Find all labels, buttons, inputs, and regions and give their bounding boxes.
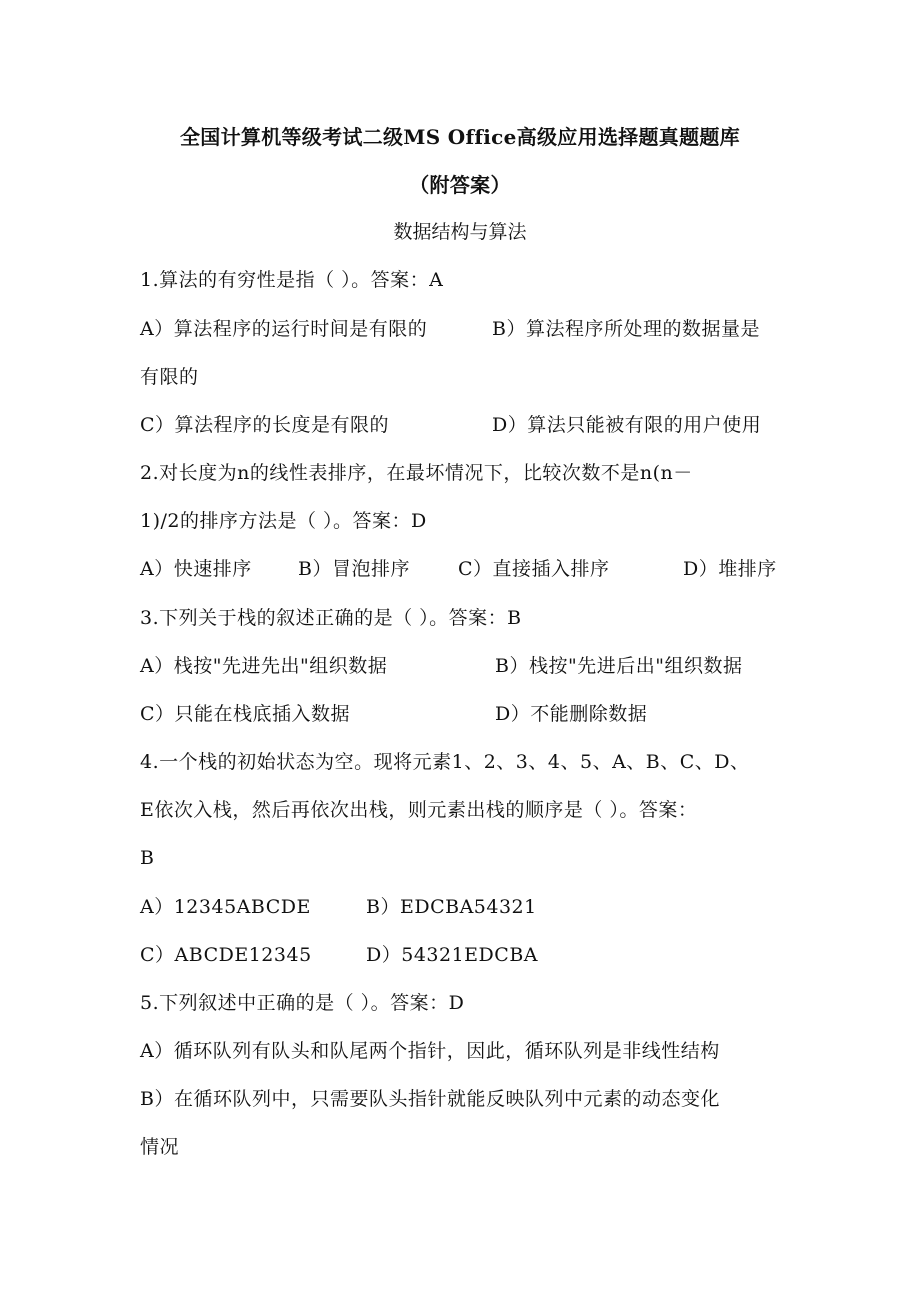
question-3-stem: 3.下列关于栈的叙述正确的是（ ）。答案：B — [140, 607, 522, 629]
question-4-option-a: A）12345ABCDE — [140, 896, 311, 918]
question-4-option-c: C）ABCDE12345 — [140, 944, 312, 966]
question-5-option-a: A）循环队列有队头和队尾两个指针，因此，循环队列是非线性结构 — [140, 1040, 720, 1062]
section-heading: 数据结构与算法 — [393, 221, 527, 243]
question-4-stem-line1: 4.一个栈的初始状态为空。现将元素1、2、3、4、5、A、B、C、D、 — [140, 751, 750, 773]
question-3-option-c: C）只能在栈底插入数据 — [140, 703, 351, 725]
question-2-stem-line2: 1)/2的排序方法是（ ）。答案：D — [140, 510, 427, 532]
question-3-option-a: A）栈按"先进先出"组织数据 — [140, 655, 388, 677]
question-1-option-c: C）算法程序的长度是有限的 — [140, 414, 390, 436]
question-3-options-row2 — [140, 702, 648, 726]
question-5-option-b-line1: B）在循环队列中，只需要队头指针就能反映队列中元素的动态变化 — [140, 1088, 720, 1110]
question-1-option-d: D）算法只能被有限的用户使用 — [492, 414, 762, 436]
question-4-stem-line3: B — [140, 847, 155, 869]
question-2-options — [140, 557, 777, 581]
question-5-option-b-line2: 情况 — [140, 1136, 180, 1158]
question-4-option-b: B）EDCBA54321 — [366, 896, 537, 918]
question-2-option-b: B）冒泡排序 — [298, 558, 410, 580]
question-3-options-row1 — [140, 654, 743, 678]
question-3-option-d: D）不能删除数据 — [495, 703, 648, 725]
question-1-option-b: B）算法程序所处理的数据量是 — [492, 318, 760, 340]
question-4-options-row1 — [140, 895, 537, 919]
question-1-option-a: A）算法程序的运行时间是有限的 — [140, 318, 428, 340]
question-1-stem: 1.算法的有穷性是指（ ）。答案：A — [140, 269, 444, 291]
question-3-option-b: B）栈按"先进后出"组织数据 — [495, 655, 743, 677]
question-2-option-a: A）快速排序 — [140, 558, 252, 580]
document-title-note: （附答案） — [409, 173, 511, 197]
question-5-stem: 5.下列叙述中正确的是（ ）。答案：D — [140, 992, 465, 1014]
question-4-stem-line2: E依次入栈，然后再依次出栈，则元素出栈的顺序是（ ）。答案： — [140, 799, 698, 821]
question-2-stem-line1: 2.对长度为n的线性表排序，在最坏情况下，比较次数不是n(n－ — [140, 462, 693, 484]
question-1-option-b-cont: 有限的 — [140, 366, 199, 388]
question-1-options-row2 — [140, 413, 762, 437]
document-title: 全国计算机等级考试二级MS Office高级应用选择题真题题库 — [180, 125, 740, 149]
question-2-option-c: C）直接插入排序 — [458, 558, 610, 580]
question-4-option-d: D）54321EDCBA — [366, 944, 538, 966]
question-2-option-d: D）堆排序 — [683, 558, 777, 580]
question-4-options-row2 — [140, 943, 538, 967]
question-1-options-row1 — [140, 317, 760, 341]
